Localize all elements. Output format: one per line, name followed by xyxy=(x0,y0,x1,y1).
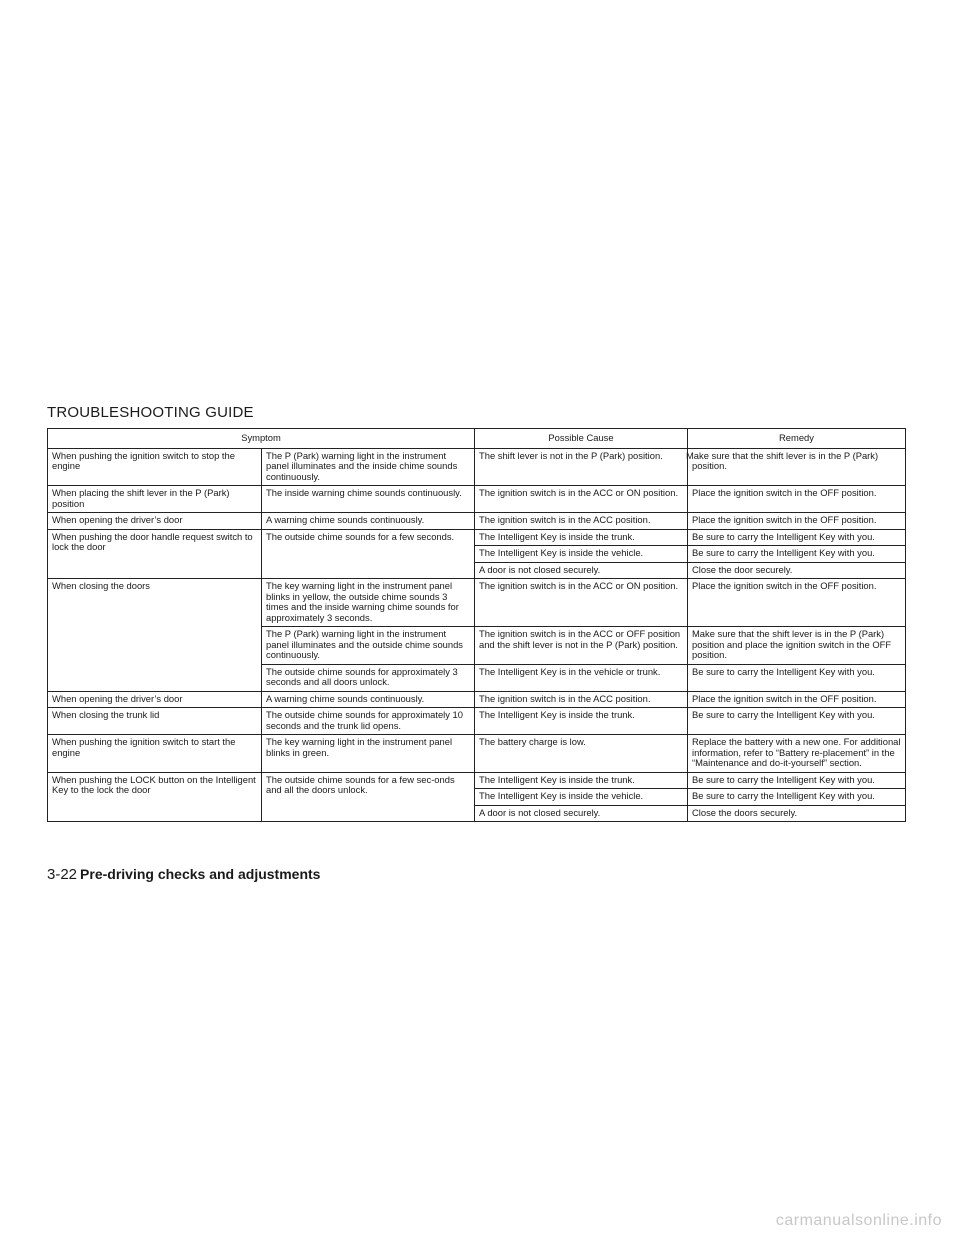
cause-cell: The Intelligent Key is inside the vehicle. xyxy=(475,789,688,806)
remedy-cell: Make sure that the shift lever is in the P (Park) position. xyxy=(688,448,906,486)
watermark-text: carmanualsonline.info xyxy=(775,1212,942,1229)
remedy-cell: Place the ignition switch in the OFF position. xyxy=(688,691,906,708)
condition-cell: A warning chime sounds continuously. xyxy=(262,691,475,708)
table-row xyxy=(48,529,906,546)
table-row xyxy=(48,735,906,773)
condition-cell: A warning chime sounds continuously. xyxy=(262,513,475,530)
cause-cell: The ignition switch is in the ACC position. xyxy=(475,691,688,708)
symptom-cell: When opening the driver’s door xyxy=(48,691,262,708)
remedy-cell: Be sure to carry the Intelligent Key with you. xyxy=(688,529,906,546)
cause-cell: A door is not closed securely. xyxy=(475,805,688,822)
header-remedy: Remedy xyxy=(688,429,906,449)
cause-cell: The ignition switch is in the ACC position. xyxy=(475,513,688,530)
condition-cell: The key warning light in the instrument panel blinks in yellow, the outside chime sounds 3 times and the inside warning chime sounds for approximately 3 seconds. xyxy=(262,579,475,627)
table-row xyxy=(48,772,906,789)
cause-cell: The Intelligent Key is inside the trunk. xyxy=(475,529,688,546)
remedy-cell: Close the door securely. xyxy=(688,562,906,579)
cause-cell: The Intelligent Key is inside the trunk. xyxy=(475,708,688,735)
cause-cell: The ignition switch is in the ACC or ON position. xyxy=(475,579,688,627)
condition-cell: The inside warning chime sounds continuously. xyxy=(262,486,475,513)
remedy-cell: Close the doors securely. xyxy=(688,805,906,822)
troubleshooting-table xyxy=(47,428,906,822)
header-symptom: Symptom xyxy=(48,429,475,449)
cause-cell: The Intelligent Key is inside the trunk. xyxy=(475,772,688,789)
section-title: Pre-driving checks and adjustments xyxy=(80,866,321,882)
remedy-cell: Be sure to carry the Intelligent Key with you. xyxy=(688,789,906,806)
remedy-cell: Make sure that the shift lever is in the P (Park) position and place the ignition switch in the OFF position. xyxy=(688,627,906,665)
symptom-cell: When pushing the ignition switch to stop the engine xyxy=(48,448,262,486)
condition-cell: The outside chime sounds for a few seconds. xyxy=(262,529,475,579)
symptom-cell: When placing the shift lever in the P (Park) position xyxy=(48,486,262,513)
header-possible-cause: Possible Cause xyxy=(475,429,688,449)
condition-cell: The outside chime sounds for approximately 3 seconds and all doors unlock. xyxy=(262,664,475,691)
symptom-cell: When opening the driver’s door xyxy=(48,513,262,530)
remedy-cell: Be sure to carry the Intelligent Key with you. xyxy=(688,772,906,789)
cause-cell: A door is not closed securely. xyxy=(475,562,688,579)
cause-cell: The battery charge is low. xyxy=(475,735,688,773)
page-title: TROUBLESHOOTING GUIDE xyxy=(47,404,254,421)
table-row xyxy=(48,708,906,735)
condition-cell: The P (Park) warning light in the instrument panel illuminates and the outside chime sounds continuously. xyxy=(262,627,475,665)
remedy-cell: Place the ignition switch in the OFF position. xyxy=(688,513,906,530)
table-header-row xyxy=(48,429,906,449)
page-footer xyxy=(47,866,320,883)
remedy-cell: Place the ignition switch in the OFF position. xyxy=(688,579,906,627)
symptom-cell: When pushing the LOCK button on the Intelligent Key to the lock the door xyxy=(48,772,262,822)
remedy-cell: Be sure to carry the Intelligent Key with you. xyxy=(688,708,906,735)
remedy-cell: Place the ignition switch in the OFF position. xyxy=(688,486,906,513)
condition-cell: The key warning light in the instrument panel blinks in green. xyxy=(262,735,475,773)
remedy-cell: Replace the battery with a new one. For additional information, refer to “Battery re-placement” in the “Maintenance and do-it-yourself” section. xyxy=(688,735,906,773)
table-row xyxy=(48,513,906,530)
cause-cell: The ignition switch is in the ACC or OFF position and the shift lever is not in the P (Park) position. xyxy=(475,627,688,665)
symptom-cell: When closing the doors xyxy=(48,579,262,692)
cause-cell: The ignition switch is in the ACC or ON position. xyxy=(475,486,688,513)
symptom-cell: When closing the trunk lid xyxy=(48,708,262,735)
condition-cell: The outside chime sounds for approximately 10 seconds and the trunk lid opens. xyxy=(262,708,475,735)
page-number: 3-22 xyxy=(47,866,78,883)
cause-cell: The Intelligent Key is inside the vehicle. xyxy=(475,546,688,563)
remedy-cell: Be sure to carry the Intelligent Key with you. xyxy=(688,664,906,691)
symptom-cell: When pushing the ignition switch to start the engine xyxy=(48,735,262,773)
symptom-cell: When pushing the door handle request switch to lock the door xyxy=(48,529,262,579)
table-row xyxy=(48,579,906,627)
table-row xyxy=(48,448,906,486)
cause-cell: The shift lever is not in the P (Park) position. xyxy=(475,448,688,486)
condition-cell: The outside chime sounds for a few sec-onds and all the doors unlock. xyxy=(262,772,475,822)
cause-cell: The Intelligent Key is in the vehicle or trunk. xyxy=(475,664,688,691)
remedy-cell: Be sure to carry the Intelligent Key with you. xyxy=(688,546,906,563)
condition-cell: The P (Park) warning light in the instrument panel illuminates and the inside chime sounds continuously. xyxy=(262,448,475,486)
table-row xyxy=(48,486,906,513)
table-row xyxy=(48,691,906,708)
